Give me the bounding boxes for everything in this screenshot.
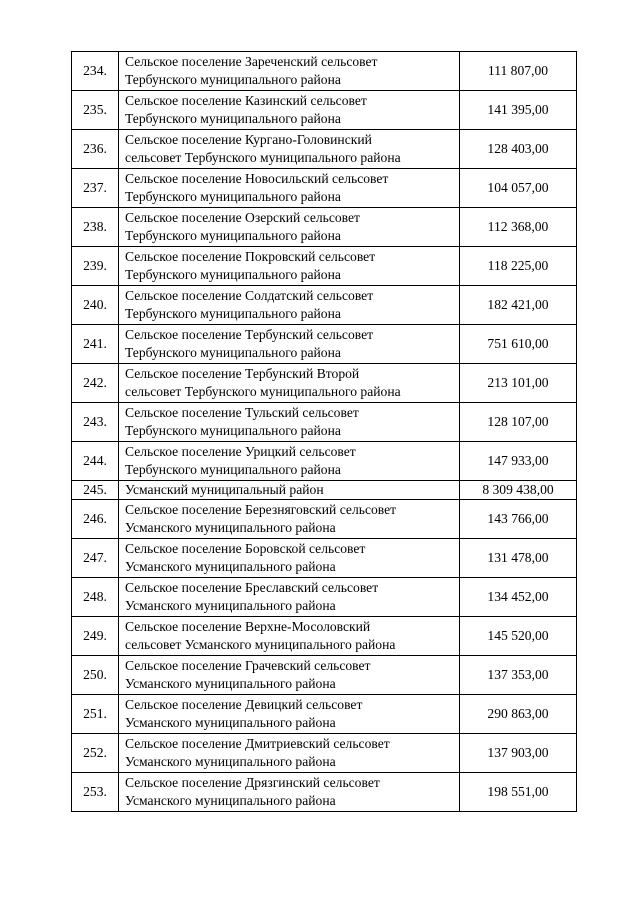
name-line-1: Сельское поселение Тербунский Второй <box>125 366 360 381</box>
name-line-1: Усманский муниципальный район <box>125 482 324 497</box>
table-row <box>72 247 577 286</box>
municipality-name <box>119 734 460 773</box>
amount-value: 137 903,00 <box>460 734 577 773</box>
row-number: 251. <box>72 695 119 734</box>
municipality-name <box>119 325 460 364</box>
table-row <box>72 539 577 578</box>
amount-value: 143 766,00 <box>460 500 577 539</box>
table-row <box>72 578 577 617</box>
row-number: 241. <box>72 325 119 364</box>
name-line-1: Сельское поселение Грачевский сельсовет <box>125 658 371 673</box>
name-line-1: Сельское поселение Дмитриевский сельсовет <box>125 736 390 751</box>
table-row <box>72 286 577 325</box>
name-line-1: Сельское поселение Озерский сельсовет <box>125 210 360 225</box>
row-number: 246. <box>72 500 119 539</box>
row-number: 245. <box>72 481 119 500</box>
row-number: 242. <box>72 364 119 403</box>
table-row <box>72 208 577 247</box>
table-body <box>72 52 577 812</box>
amount-value: 128 403,00 <box>460 130 577 169</box>
name-line-2: Тербунского муниципального района <box>125 306 341 321</box>
name-line-1: Сельское поселение Тербунский сельсовет <box>125 327 374 342</box>
table-row <box>72 695 577 734</box>
name-line-1: Сельское поселение Урицкий сельсовет <box>125 444 356 459</box>
amount-value: 128 107,00 <box>460 403 577 442</box>
table-row <box>72 500 577 539</box>
table-row <box>72 442 577 481</box>
municipality-name <box>119 52 460 91</box>
municipality-name <box>119 617 460 656</box>
municipality-name <box>119 442 460 481</box>
row-number: 235. <box>72 91 119 130</box>
table-row <box>72 734 577 773</box>
amount-value: 134 452,00 <box>460 578 577 617</box>
amount-value: 182 421,00 <box>460 286 577 325</box>
municipality-name <box>119 656 460 695</box>
name-line-2: Усманского муниципального района <box>125 754 336 769</box>
amount-value: 137 353,00 <box>460 656 577 695</box>
name-line-2: Усманского муниципального района <box>125 715 336 730</box>
municipality-name <box>119 364 460 403</box>
municipality-name <box>119 578 460 617</box>
name-line-1: Сельское поселение Новосильский сельсовет <box>125 171 389 186</box>
table-row <box>72 91 577 130</box>
name-line-1: Сельское поселение Солдатский сельсовет <box>125 288 374 303</box>
amount-value: 147 933,00 <box>460 442 577 481</box>
row-number: 248. <box>72 578 119 617</box>
name-line-1: Сельское поселение Верхне-Мосоловский <box>125 619 371 634</box>
amount-value: 145 520,00 <box>460 617 577 656</box>
name-line-2: Усманского муниципального района <box>125 520 336 535</box>
table-row <box>72 130 577 169</box>
row-number: 239. <box>72 247 119 286</box>
amount-value: 198 551,00 <box>460 773 577 812</box>
row-number: 244. <box>72 442 119 481</box>
name-line-1: Сельское поселение Дрязгинский сельсовет <box>125 775 380 790</box>
row-number: 238. <box>72 208 119 247</box>
name-line-1: Сельское поселение Кургано-Головинский <box>125 132 372 147</box>
name-line-2: Тербунского муниципального района <box>125 267 341 282</box>
name-line-2: Тербунского муниципального района <box>125 228 341 243</box>
name-line-2: Усманского муниципального района <box>125 793 336 808</box>
amount-value: 141 395,00 <box>460 91 577 130</box>
municipality-name <box>119 208 460 247</box>
amount-value: 213 101,00 <box>460 364 577 403</box>
row-number: 240. <box>72 286 119 325</box>
row-number: 249. <box>72 617 119 656</box>
municipality-name <box>119 130 460 169</box>
table-row <box>72 403 577 442</box>
municipality-name <box>119 247 460 286</box>
name-line-2: Тербунского муниципального района <box>125 345 341 360</box>
name-line-2: Тербунского муниципального района <box>125 72 341 87</box>
name-line-2: сельсовет Усманского муниципального района <box>125 637 396 652</box>
table-row <box>72 364 577 403</box>
municipality-name <box>119 481 460 500</box>
name-line-1: Сельское поселение Тульский сельсовет <box>125 405 359 420</box>
table-row <box>72 773 577 812</box>
municipality-name <box>119 169 460 208</box>
name-line-1: Сельское поселение Девицкий сельсовет <box>125 697 363 712</box>
name-line-2: сельсовет Тербунского муниципального района <box>125 384 401 399</box>
municipality-name <box>119 91 460 130</box>
amount-value: 290 863,00 <box>460 695 577 734</box>
amount-value: 104 057,00 <box>460 169 577 208</box>
name-line-2: сельсовет Тербунского муниципального района <box>125 150 401 165</box>
table-row <box>72 617 577 656</box>
row-number: 253. <box>72 773 119 812</box>
row-number: 234. <box>72 52 119 91</box>
amount-value: 118 225,00 <box>460 247 577 286</box>
name-line-2: Усманского муниципального района <box>125 676 336 691</box>
row-number: 252. <box>72 734 119 773</box>
amount-value: 112 368,00 <box>460 208 577 247</box>
municipality-name <box>119 773 460 812</box>
name-line-1: Сельское поселение Бреславский сельсовет <box>125 580 379 595</box>
name-line-1: Сельское поселение Боровской сельсовет <box>125 541 366 556</box>
municipality-name <box>119 286 460 325</box>
amount-value: 8 309 438,00 <box>460 481 577 500</box>
name-line-2: Усманского муниципального района <box>125 559 336 574</box>
row-number: 250. <box>72 656 119 695</box>
amount-value: 751 610,00 <box>460 325 577 364</box>
municipality-name <box>119 539 460 578</box>
table-row <box>72 656 577 695</box>
municipality-name <box>119 500 460 539</box>
name-line-2: Тербунского муниципального района <box>125 423 341 438</box>
amount-value: 131 478,00 <box>460 539 577 578</box>
budget-allocation-table <box>71 51 577 812</box>
amount-value: 111 807,00 <box>460 52 577 91</box>
table-row <box>72 169 577 208</box>
municipality-name <box>119 695 460 734</box>
name-line-2: Тербунского муниципального района <box>125 189 341 204</box>
name-line-1: Сельское поселение Покровский сельсовет <box>125 249 376 264</box>
row-number: 243. <box>72 403 119 442</box>
name-line-1: Сельское поселение Березняговский сельсовет <box>125 502 397 517</box>
row-number: 247. <box>72 539 119 578</box>
name-line-2: Тербунского муниципального района <box>125 111 341 126</box>
table-row <box>72 52 577 91</box>
row-number: 236. <box>72 130 119 169</box>
municipality-name <box>119 403 460 442</box>
table-row <box>72 481 577 500</box>
name-line-2: Усманского муниципального района <box>125 598 336 613</box>
row-number: 237. <box>72 169 119 208</box>
name-line-1: Сельское поселение Казинский сельсовет <box>125 93 367 108</box>
name-line-1: Сельское поселение Зареченский сельсовет <box>125 54 378 69</box>
name-line-2: Тербунского муниципального района <box>125 462 341 477</box>
table-row <box>72 325 577 364</box>
